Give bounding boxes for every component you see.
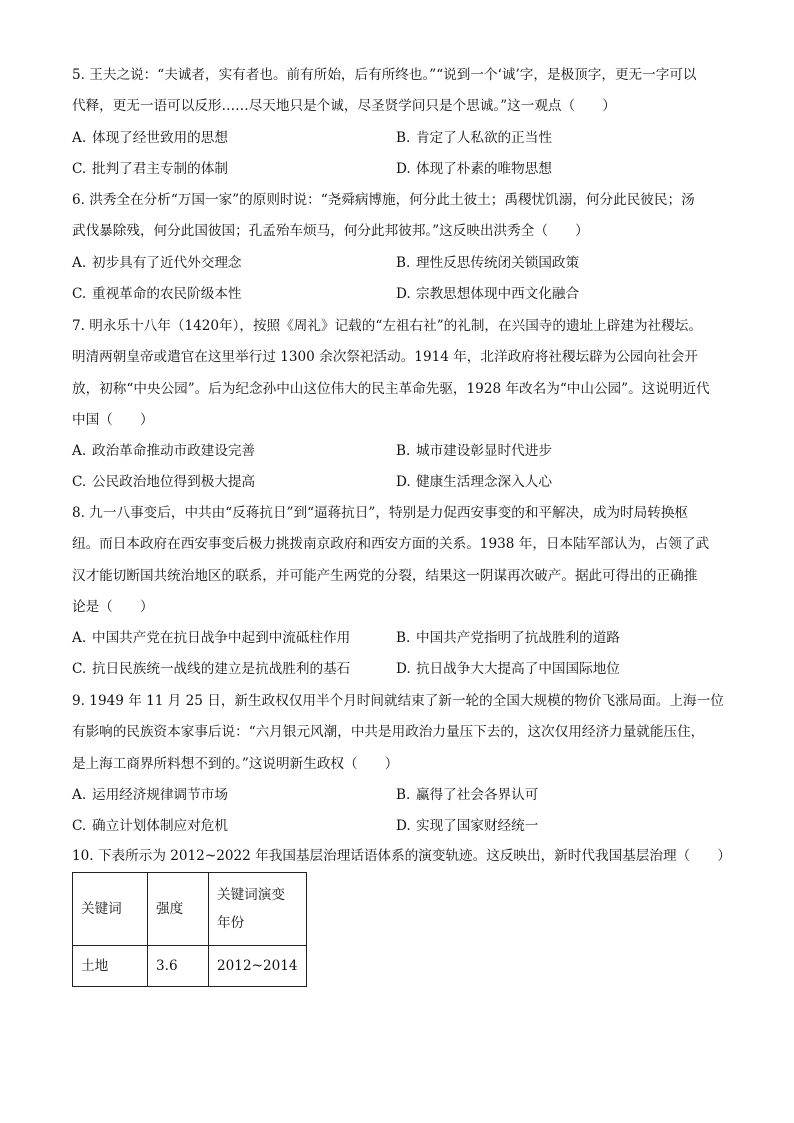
keyword-table: [72, 872, 307, 987]
option-a[interactable]: A. 初步具有了近代外交理念: [72, 254, 242, 271]
option-b[interactable]: B. 肯定了人私欲的正当性: [396, 129, 552, 146]
option-b[interactable]: B. 城市建设彰显时代进步: [396, 443, 552, 460]
question-text: 论是（ ）: [72, 598, 154, 615]
table-header-row: [73, 873, 307, 946]
option-c[interactable]: C. 批判了君主专制的体制: [72, 160, 228, 177]
question-10: [72, 841, 732, 872]
question-text: 放，初称“中央公园”。后为纪念孙中山这位伟大的民主革命先驱，1928 年改名为“中山公园”。这说明近代: [72, 380, 710, 397]
table-header-cell: 关键词: [73, 873, 148, 946]
question-text: 7. 明永乐十八年（1420年），按照《周礼》记载的“左祖右社”的礼制，在兴国寺的遗址上辟建为社稷坛。: [72, 318, 702, 334]
question-text: 5. 王夫之说：“夫诚者，实有者也。前有所始，后有所终也。”“说到一个‘诚’字，是极顶字，更无一字可以: [72, 67, 697, 83]
question-9: [72, 686, 732, 842]
option-d[interactable]: D. 健康生活理念深入人心: [396, 474, 552, 491]
options: [72, 248, 732, 311]
question-text: 汉才能切断国共统治地区的联系，并可能产生两党的分裂，结果这一阴谋再次破产。据此可得出的正确推: [72, 567, 698, 584]
question-text: 有影响的民族资本家事后说：“六月银元风潮，中共是用政治力量压下去的，这次仅用经济力量就能压住，: [72, 724, 705, 741]
question-8: [72, 498, 732, 686]
question-text: 9. 1949 年 11 月 25 日，新生政权仅用半个月时间就结束了新一轮的全国大规模的物价飞涨局面。上海一位: [72, 693, 724, 709]
question-5: [72, 60, 732, 185]
option-d[interactable]: D. 体现了朴素的唯物思想: [396, 160, 552, 177]
option-c[interactable]: C. 公民政治地位得到极大提高: [72, 474, 256, 491]
question-text: 明清两朝皇帝或遣官在这里举行过 1300 余次祭祀活动。1914 年，北洋政府将社稷坛辟为公园向社会开: [72, 349, 698, 366]
question-text: 8. 九一八事变后，中共由“反蒋抗日”到“逼蒋抗日”，特别是力促西安事变的和平解决，成为时局转换枢: [72, 505, 689, 521]
question-7: [72, 311, 732, 499]
table-header-cell: 强度: [148, 873, 209, 946]
question-text: 6. 洪秀全在分析“万国一家”的原则时说：“尧舜病博施，何分此土彼土；禹稷忧饥溺，何分此民彼民；汤: [72, 192, 695, 208]
option-d[interactable]: D. 实现了国家财经统一: [396, 818, 539, 835]
option-d[interactable]: D. 抗日战争大大提高了中国国际地位: [396, 661, 620, 678]
option-c[interactable]: C. 抗日民族统一战线的建立是抗战胜利的基石: [72, 661, 351, 678]
question-text: 是上海工商界所料想不到的。”这说明新生政权（ ）: [72, 755, 399, 772]
option-a[interactable]: A. 运用经济规律调节市场: [72, 786, 228, 803]
option-b[interactable]: B. 赢得了社会各界认可: [396, 786, 539, 803]
question-6: [72, 185, 732, 310]
options: [72, 780, 732, 843]
table-row: [73, 946, 307, 987]
table-cell: 3.6: [148, 946, 209, 987]
table-cell: 土地: [73, 946, 148, 987]
question-text: 中国（ ）: [72, 411, 154, 428]
question-text: 代释，更无一语可以反形……尽天地只是个诚，尽圣贤学问只是个思诚。”这一观点（ ）: [72, 98, 616, 115]
option-a[interactable]: A. 政治革命推动市政建设完善: [72, 443, 256, 460]
option-b[interactable]: B. 理性反思传统闭关锁国政策: [396, 254, 580, 271]
option-b[interactable]: B. 中国共产党指明了抗战胜利的道路: [396, 630, 620, 647]
options: [72, 436, 732, 499]
table-header-cell: 关键词演变 年份: [209, 873, 307, 946]
question-text: 10. 下表所示为 2012~2022 年我国基层治理话语体系的演变轨迹。这反映出，新时代我国基层治理（ ）: [72, 848, 731, 864]
question-text: 纽。而日本政府在西安事变后极力挑拨南京政府和西安方面的关系。1938 年，日本陆军部认为，占领了武: [72, 536, 710, 553]
options: [72, 623, 732, 686]
options: [72, 123, 732, 186]
question-text: 武伐暴除残，何分此国彼国；孔孟殆车烦马，何分此邦彼邦。”这反映出洪秀全（ ）: [72, 223, 589, 240]
table-cell: 2012~2014: [209, 946, 307, 987]
option-a[interactable]: A. 中国共产党在抗日战争中起到中流砥柱作用: [72, 630, 351, 647]
option-c[interactable]: C. 确立计划体制应对危机: [72, 818, 228, 835]
option-d[interactable]: D. 宗教思想体现中西文化融合: [396, 285, 580, 302]
option-c[interactable]: C. 重视革命的农民阶级本性: [72, 285, 242, 302]
option-a[interactable]: A. 体现了经世致用的思想: [72, 129, 228, 146]
